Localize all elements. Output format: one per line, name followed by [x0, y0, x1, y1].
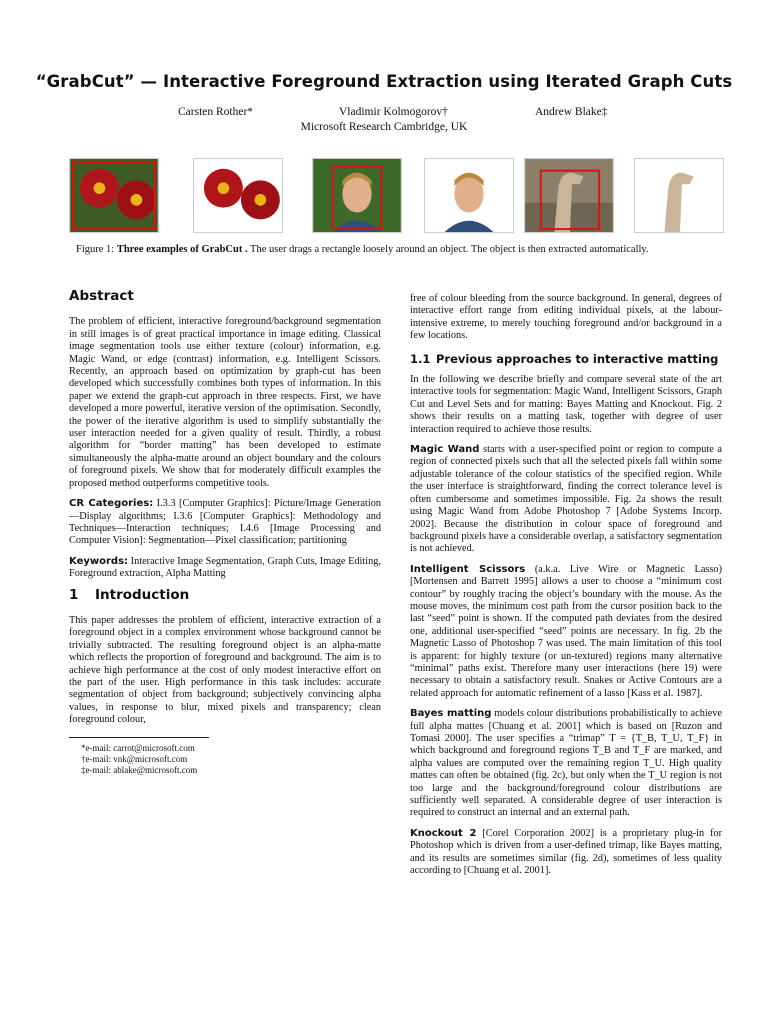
paragraph-intelligent-scissors: [410, 564, 722, 700]
section-number: 1: [69, 586, 79, 603]
knockout-label: Knockout 2: [410, 827, 477, 839]
paper-title: “GrabCut” — Interactive Foreground Extraction using Iterated Graph Cuts: [35, 72, 733, 91]
flowers-extracted-image: [193, 158, 283, 233]
right-column: [410, 293, 722, 885]
introduction-heading: [69, 586, 381, 603]
subsection-heading: [410, 353, 722, 365]
footnote-kolmogorov: †e-mail: vnk@microsoft.com: [81, 753, 188, 764]
cr-text: I.3.3 [Computer Graphics]: Picture/Image Generation—Display algorithms; I.3.6 [Computer Graphics]: Methodology and Techniques—Interaction techniques; I.4.6 [Image Processing and Computer Vision]: Segmentation—Pixel classification; partitioning: [69, 498, 381, 547]
left-column: [69, 290, 381, 776]
author-rother: Carsten Rother*: [178, 106, 254, 118]
caption-bold: Three examples of GrabCut .: [116, 244, 248, 255]
face-extracted-image: [424, 158, 514, 233]
affiliation: Microsoft Research Cambridge, UK: [300, 121, 468, 133]
llama-with-rectangle-image: [524, 158, 614, 233]
face-with-rectangle-image: [312, 158, 402, 233]
subsection-number: 1.1: [410, 351, 431, 366]
caption-text: The user drags a rectangle loosely around an object. The object is then extracted automatically.: [250, 244, 649, 255]
flowers-with-rectangle-image: [69, 158, 159, 233]
keywords: [69, 556, 381, 581]
scissors-label: Intelligent Scissors: [410, 563, 526, 575]
section-title: Introduction: [95, 586, 190, 603]
footnote-rule: [69, 737, 209, 738]
subsection-title: Previous approaches to interactive matting: [436, 351, 719, 366]
keywords-text: Interactive Image Segmentation, Graph Cuts, Image Editing, Foreground extraction, Alpha Matting: [69, 555, 381, 580]
footnote-blake: ‡e-mail: ablake@microsoft.com: [81, 764, 198, 775]
bayes-text: models colour distributions probabilistically to achieve full alpha mattes [Chuang et al. 2001] which is based on [Ruzon and Tomasi 2000]. The user specifies a “trimap” T = {T_B, T_U, T_F} in which background and foreground regions T_B and T_F are marked, and alpha values are computed over the remaining region T_U. High quality mattes can often be obtained (fig. 2c), but only when the T_U region is not too large and the background/foreground colour distributions are sufficiently well separated. A considerable degree of user interaction is required to construct an internal and an external path.: [410, 708, 722, 819]
cr-categories: [69, 498, 381, 548]
abstract-heading: Abstract: [69, 288, 134, 304]
bayes-label: Bayes matting: [410, 708, 492, 720]
paragraph-knockout: [410, 828, 722, 878]
subsection-intro: In the following we describe briefly and compare several state of the art interactive tools for segmentation: Magic Wand, Intelligent Scissors, Graph Cut and Level Sets and for matting: Bayes Matting and Knockout. Fig. 2 shows their results on a matting task, together with degree of user interaction required to achieve those results.: [410, 374, 722, 435]
abstract-text: The problem of efficient, interactive foreground/background segmentation in still images is of great practical importance in image editing. Classical image segmentation tools use either texture (colour) information, e.g. Magic Wand, or edge (contrast) information, e.g. Intelligent Scissors. Recently, an approach based on optimization by graph-cut has been developed which successfully combines both types of information. In this paper we extend the graph-cut approach in three respects. First, we have developed a more powerful, iterative version of the optimisation. Secondly, the power of the iterative algorithm is used to simplify substantially the user interaction needed for a given quality of result. Thirdly, a robust algorithm for “border matting” has been developed to estimate simultaneously the alpha-matte around an object boundary and the colours of foreground pixels. We show that for moderately difficult examples the proposed method outperforms competitive tools.: [69, 316, 381, 489]
author-blake: Andrew Blake‡: [535, 106, 608, 118]
introduction-continued: free of colour bleeding from the source background. In general, degrees of interactive effort range from editing individual pixels, at the labour-intensive extreme, to merely touching foreground and/or background in a few locations.: [410, 293, 722, 342]
paragraph-bayes-matting: [410, 708, 722, 820]
scissors-text: (a.k.a. Live Wire or Magnetic Lasso) [Mortensen and Barrett 1995] allows a user to choose a “minimum cost contour” by roughly tracing the object’s boundary with the mouse. As the mouse moves, the minimum cost path from the cursor position back to the last “seed” point is shown. If the computed path deviates from the desired one, additional user-specified “seed” points are necessary. In fig. 2b the Magnetic Lasso of Photoshop 7 was used. The main limitation of this tool is apparent: for highly texture (or un-textured) regions many alternative “minimal” paths exist. Therefore many user interactions (here 19) were necessary to obtain a satisfactory result. Snakes or Active Contours are a related approach for automatic refinement of a lasso [Kass et al. 1987].: [410, 563, 722, 699]
figure-1-images: [69, 158, 714, 233]
cr-label: CR Categories:: [69, 498, 154, 510]
caption-label: Figure 1:: [76, 244, 115, 255]
magic-wand-text: starts with a user-specified point or region to compute a region of connected pixels such that all the selected pixels fall within some adjustable tolerance of the colour statistics of the specified region. While the user interface is straightforward, finding the correct tolerance level is often cumbersome and sometimes impossible. Fig. 2a shows the result using Magic Wand from Adobe Photoshop 7 [Adobe Systems Incorp. 2002]. Because the distribution in colour space of foreground and background pixels have a considerable overlap, a satisfactory segmentation is not achieved.: [410, 444, 722, 555]
keywords-label: Keywords:: [69, 555, 129, 567]
author-kolmogorov: Vladimir Kolmogorov†: [339, 106, 448, 118]
paragraph-magic-wand: [410, 444, 722, 556]
magic-wand-label: Magic Wand: [410, 444, 480, 456]
introduction-text: This paper addresses the problem of efficient, interactive extraction of a foreground object in a complex environment whose background cannot be trivially subtracted. The resulting foreground object is an alpha-matte which reflects the proportion of foreground and background. The aim is to achieve high performance at the cost of only modest interactive effort on the part of the user. High performance in this task includes: accurate segmentation of object from background; subjectively convincing alpha values, in response to blur, mixed pixels and transparency; clean foreground colour,: [69, 614, 381, 726]
llama-extracted-image: [634, 158, 724, 233]
knockout-text: [Corel Corporation 2002] is a proprietary plug-in for Photoshop which is driven from a user-defined trimap, like Bayes matting, and its results are sometimes similar (fig. 2d), sometimes of less quality according to [Chuang et al. 2001].: [410, 827, 722, 877]
footnote-rother: *e-mail: carrot@microsoft.com: [81, 742, 195, 753]
figure-1-caption: [76, 244, 728, 255]
